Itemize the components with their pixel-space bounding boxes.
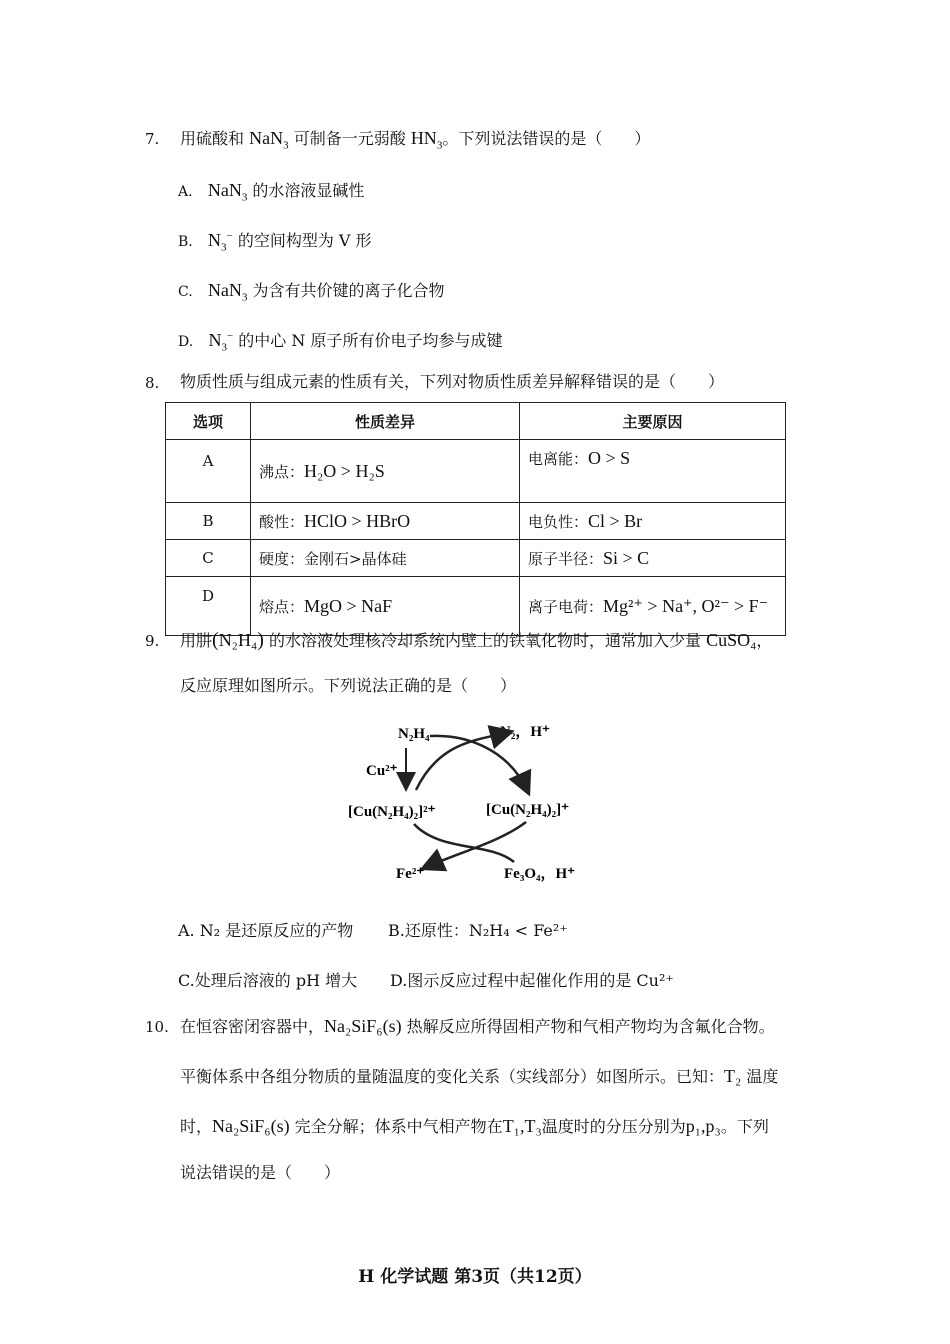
q10-number: 10. [145,1018,169,1036]
q9-option-c[interactable]: C.处理后溶液的 pH 增大 [178,971,358,990]
arrow-up-right [416,732,510,790]
q7-option-b[interactable]: B. $N_3^-$ 的空间构型为 V 形 [178,230,372,254]
q9-option-d[interactable]: D.图示反应过程中起催化作用的是 Cu²⁺ [390,971,674,990]
q9-stem-line1: 用肼(N₂H₄) 的水溶液处理核冷却系统内壁上的铁氧化物时，通常加入少量 CuSO₄， [180,629,773,651]
q9-option-a[interactable]: A. N₂ 是还原反应的产物 [178,921,354,940]
q7-number: 7. [145,130,160,148]
label-fe3o4: Fe₃O₄，H⁺ [504,866,576,882]
header-reason: 主要原因 [520,403,786,440]
q8-number: 8. [145,374,160,392]
table-row: C 硬度：金刚石>晶体硅 原子半径：Si > C [166,540,786,577]
label-n2h4: N₂H₄ [398,726,430,742]
q7-option-c[interactable]: C. NaN$_3$ 为含有共价键的离子化合物 [178,280,445,304]
reaction-diagram [330,712,620,894]
label-cu-complex-1: [Cu(N₂H₄)₂]⁺ [486,802,570,818]
label-cu-complex-2: [Cu(N₂H₄)₂]²⁺ [348,804,436,820]
q10-line3: 时，Na₂SiF₆(s) 完全分解；体系中气相产物在T₁,T₃温度时的分压分别为p₁,p₃。下列 [180,1116,769,1136]
table-row: B 酸性：HClO > HBrO 电负性：Cl > Br [166,503,786,540]
table-row: A 沸点：H₂O > H₂S 电离能：O > S [166,440,786,503]
label-fe2: Fe²⁺ [396,866,425,882]
header-option: 选项 [166,403,251,440]
header-diff: 性质差异 [251,403,520,440]
q7-stem: 用硫酸和 NaN$_3$ 可制备一元弱酸 $HN_3$。下列说法错误的是（ ） [180,128,651,152]
page-footer: H 化学试题 第3页（共12页） [358,1267,592,1287]
arrow-down-left [424,822,526,868]
q8-table [165,402,786,636]
label-cu2: Cu²⁺ [366,763,398,779]
q10-line2: 平衡体系中各组分物质的量随温度的变化关系（实线部分）如图所示。已知：T₂ 温度 [180,1066,779,1086]
q10-line4: 说法错误的是（ ） [180,1163,341,1182]
table-header-row [166,403,786,440]
q10-line1: 在恒容密闭容器中，Na₂SiF₆(s) 热解反应所得固相产物和气相产物均为含氟化合物。 [180,1016,775,1036]
q9-number: 9. [145,632,160,650]
q9-option-b[interactable]: B.还原性：N₂H₄ < Fe²⁺ [388,921,568,940]
q7-option-d[interactable]: D. $N_3^-$ 的中心 N 原子所有价电子均参与成键 [178,330,503,354]
table-row: D 熔点：MgO > NaF 离子电荷：Mg²⁺ > Na⁺, O²⁻ > F⁻ [166,577,786,636]
arrow-curve [414,824,514,862]
label-n2-h: N₂，H⁺ [500,724,550,740]
q7-option-a[interactable]: A. NaN$_3$ 的水溶液显碱性 [178,180,365,204]
arrow-down-right [430,736,528,792]
q8-stem: 物质性质与组成元素的性质有关，下列对物质性质差异解释错误的是（ ） [180,372,725,391]
q9-stem-line2: 反应原理如图所示。下列说法正确的是（ ） [180,676,517,695]
